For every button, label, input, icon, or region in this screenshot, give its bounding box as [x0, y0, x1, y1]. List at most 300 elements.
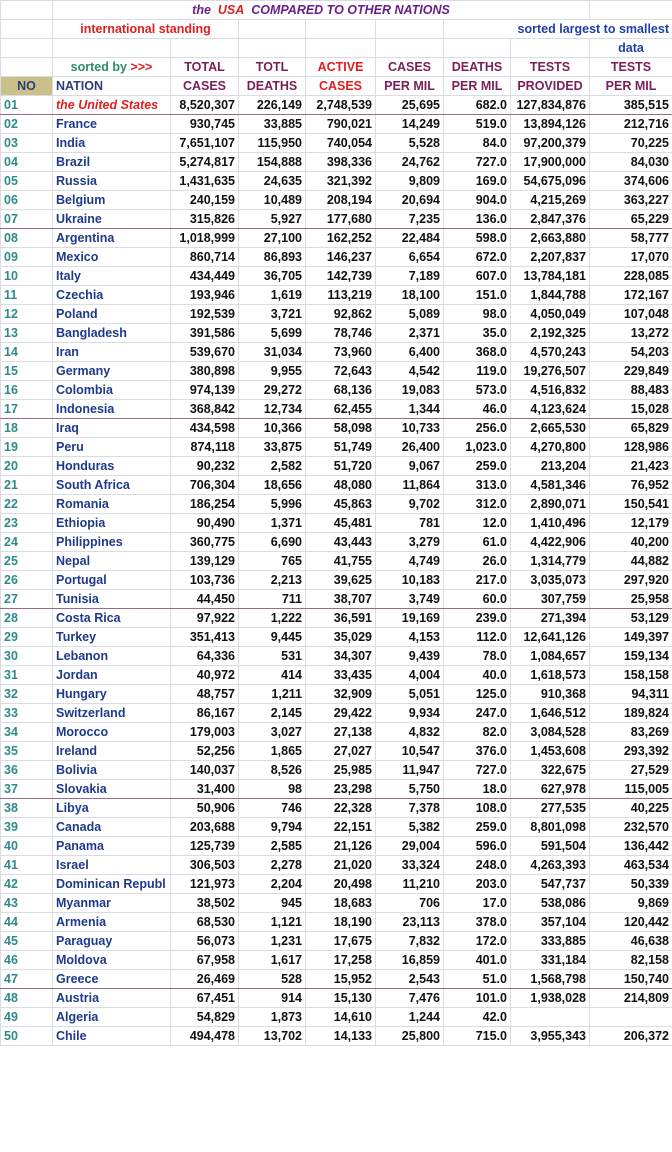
- tests-per-mil-cell: 15,028: [590, 400, 672, 419]
- tests-per-mil-cell: 107,048: [590, 305, 672, 324]
- total-deaths-cell: 10,366: [239, 419, 306, 438]
- cases-per-mil-cell: 22,484: [376, 229, 444, 248]
- tests-per-mil-cell: 297,920: [590, 571, 672, 590]
- nation-name-cell: Armenia: [53, 913, 171, 932]
- row-number-cell: 13: [1, 324, 53, 343]
- deaths-per-mil-cell: 672.0: [444, 248, 511, 267]
- deaths-per-mil-cell: 312.0: [444, 495, 511, 514]
- active-cases-cell: 398,336: [306, 153, 376, 172]
- tests-provided-cell: 333,885: [511, 932, 590, 951]
- row-number-cell: 47: [1, 970, 53, 989]
- total-deaths-cell: 3,721: [239, 305, 306, 324]
- total-cases-cell: 391,586: [171, 324, 239, 343]
- nation-name-cell: Colombia: [53, 381, 171, 400]
- row-number-cell: 37: [1, 780, 53, 799]
- table-row: [1, 837, 672, 856]
- active-cases-cell: 21,126: [306, 837, 376, 856]
- total-deaths-cell: 5,699: [239, 324, 306, 343]
- total-cases-cell: 192,539: [171, 305, 239, 324]
- tests-per-mil-cell: 149,397: [590, 628, 672, 647]
- tests-per-mil-cell: 44,882: [590, 552, 672, 571]
- table-row: [1, 761, 672, 780]
- deaths-per-mil-cell: 378.0: [444, 913, 511, 932]
- total-deaths-cell: 29,272: [239, 381, 306, 400]
- table-row: [1, 799, 672, 818]
- deaths-per-mil-cell: 136.0: [444, 210, 511, 229]
- total-deaths-cell: 531: [239, 647, 306, 666]
- cases-per-mil-cell: 5,750: [376, 780, 444, 799]
- row-number-cell: 38: [1, 799, 53, 818]
- tests-provided-cell: 538,086: [511, 894, 590, 913]
- deaths-per-mil-cell: 12.0: [444, 514, 511, 533]
- nation-name-cell: Algeria: [53, 1008, 171, 1027]
- table-row: [1, 989, 672, 1008]
- nation-name-cell: Tunisia: [53, 590, 171, 609]
- tests-provided-cell: 13,894,126: [511, 115, 590, 134]
- deaths-per-mil-cell: 904.0: [444, 191, 511, 210]
- row-number-cell: 45: [1, 932, 53, 951]
- row-number-cell: 10: [1, 267, 53, 286]
- row-number-cell: 18: [1, 419, 53, 438]
- nation-name-cell: Ukraine: [53, 210, 171, 229]
- total-deaths-cell: 1,865: [239, 742, 306, 761]
- total-deaths-cell: 1,617: [239, 951, 306, 970]
- row-number-cell: 20: [1, 457, 53, 476]
- active-cases-cell: 29,422: [306, 704, 376, 723]
- nation-name-cell: Costa Rica: [53, 609, 171, 628]
- cases-per-mil-cell: 5,528: [376, 134, 444, 153]
- total-cases-cell: 240,159: [171, 191, 239, 210]
- subtitle-row: [1, 20, 672, 39]
- deaths-per-mil-cell: 248.0: [444, 856, 511, 875]
- title-usa: USA: [217, 3, 245, 17]
- table-row: [1, 495, 672, 514]
- tests-provided-cell: 2,890,071: [511, 495, 590, 514]
- total-cases-cell: 1,431,635: [171, 172, 239, 191]
- row-number-cell: 41: [1, 856, 53, 875]
- tests-per-mil-cell: 232,570: [590, 818, 672, 837]
- cases-per-mil-cell: 10,547: [376, 742, 444, 761]
- cases-per-mil-cell: 24,762: [376, 153, 444, 172]
- nation-name-cell: Switzerland: [53, 704, 171, 723]
- total-deaths-cell: 10,489: [239, 191, 306, 210]
- tests-provided-cell: 4,263,393: [511, 856, 590, 875]
- total-cases-cell: 186,254: [171, 495, 239, 514]
- tests-provided-cell: 1,314,779: [511, 552, 590, 571]
- row-number-cell: 36: [1, 761, 53, 780]
- cases-per-mil-cell: 5,051: [376, 685, 444, 704]
- tests-per-mil-cell: 120,442: [590, 913, 672, 932]
- total-cases-cell: 52,256: [171, 742, 239, 761]
- row-number-cell: 31: [1, 666, 53, 685]
- cases-per-mil-cell: 10,733: [376, 419, 444, 438]
- title-suffix: COMPARED TO OTHER NATIONS: [251, 3, 450, 17]
- tests-per-mil-cell: 212,716: [590, 115, 672, 134]
- cases-per-mil-cell: 3,749: [376, 590, 444, 609]
- row-number-cell: 04: [1, 153, 53, 172]
- total-cases-cell: 44,450: [171, 590, 239, 609]
- active-cases-cell: 14,610: [306, 1008, 376, 1027]
- nation-name-cell: Israel: [53, 856, 171, 875]
- total-deaths-cell: 24,635: [239, 172, 306, 191]
- active-cases-cell: 177,680: [306, 210, 376, 229]
- tests-per-mil-cell: 228,085: [590, 267, 672, 286]
- cases-per-mil-cell: 20,694: [376, 191, 444, 210]
- table-row: [1, 457, 672, 476]
- total-cases-cell: 121,973: [171, 875, 239, 894]
- active-cases-cell: 27,138: [306, 723, 376, 742]
- nation-name-cell: Morocco: [53, 723, 171, 742]
- cases-per-mil-cell: 9,439: [376, 647, 444, 666]
- deaths-per-mil-cell: 17.0: [444, 894, 511, 913]
- total-cases-cell: 54,829: [171, 1008, 239, 1027]
- nation-name-cell: Argentina: [53, 229, 171, 248]
- row-number-cell: 30: [1, 647, 53, 666]
- total-cases-cell: 539,670: [171, 343, 239, 362]
- tests-per-mil-cell: 25,958: [590, 590, 672, 609]
- active-cases-cell: 15,952: [306, 970, 376, 989]
- table-row: [1, 172, 672, 191]
- total-deaths-cell: 115,950: [239, 134, 306, 153]
- row-number-cell: 06: [1, 191, 53, 210]
- total-cases-cell: 50,906: [171, 799, 239, 818]
- row-number-cell: 33: [1, 704, 53, 723]
- cases-per-mil-cell: 18,100: [376, 286, 444, 305]
- deaths-per-mil-cell: 172.0: [444, 932, 511, 951]
- active-cases-cell: 18,683: [306, 894, 376, 913]
- header-tests-provided: PROVIDED: [511, 77, 590, 96]
- cases-per-mil-cell: 2,371: [376, 324, 444, 343]
- active-cases-cell: 740,054: [306, 134, 376, 153]
- tests-provided-cell: 17,900,000: [511, 153, 590, 172]
- tests-provided-cell: 1,618,573: [511, 666, 590, 685]
- total-cases-cell: 193,946: [171, 286, 239, 305]
- total-cases-cell: 31,400: [171, 780, 239, 799]
- tests-provided-cell: [511, 1008, 590, 1027]
- total-deaths-cell: 945: [239, 894, 306, 913]
- total-deaths-cell: 9,445: [239, 628, 306, 647]
- header-active-top: ACTIVE: [306, 58, 376, 77]
- table-row: [1, 134, 672, 153]
- active-cases-cell: 23,298: [306, 780, 376, 799]
- tests-per-mil-cell: 83,269: [590, 723, 672, 742]
- total-cases-cell: 67,451: [171, 989, 239, 1008]
- cases-per-mil-cell: 29,004: [376, 837, 444, 856]
- tests-provided-cell: 2,192,325: [511, 324, 590, 343]
- deaths-per-mil-cell: 35.0: [444, 324, 511, 343]
- total-cases-cell: 48,757: [171, 685, 239, 704]
- active-cases-cell: 45,481: [306, 514, 376, 533]
- header-nation: NATION: [53, 77, 171, 96]
- subtitle-sorted-largest: sorted largest to smallest: [444, 20, 672, 39]
- table-row: [1, 305, 672, 324]
- deaths-per-mil-cell: 682.0: [444, 96, 511, 115]
- tests-provided-cell: 4,050,049: [511, 305, 590, 324]
- tests-per-mil-cell: 189,824: [590, 704, 672, 723]
- deaths-per-mil-cell: 61.0: [444, 533, 511, 552]
- cases-per-mil-cell: 1,344: [376, 400, 444, 419]
- total-deaths-cell: 1,231: [239, 932, 306, 951]
- row-number-cell: 22: [1, 495, 53, 514]
- total-cases-cell: 86,167: [171, 704, 239, 723]
- nation-name-cell: India: [53, 134, 171, 153]
- tests-per-mil-cell: 58,777: [590, 229, 672, 248]
- tests-per-mil-cell: 463,534: [590, 856, 672, 875]
- deaths-per-mil-cell: 313.0: [444, 476, 511, 495]
- tests-provided-cell: 2,207,837: [511, 248, 590, 267]
- nation-name-cell: South Africa: [53, 476, 171, 495]
- tests-per-mil-cell: 82,158: [590, 951, 672, 970]
- deaths-per-mil-cell: 727.0: [444, 153, 511, 172]
- total-cases-cell: 90,232: [171, 457, 239, 476]
- tests-per-mil-cell: 65,229: [590, 210, 672, 229]
- nation-name-cell: Ethiopia: [53, 514, 171, 533]
- active-cases-cell: 68,136: [306, 381, 376, 400]
- nation-name-cell: Mexico: [53, 248, 171, 267]
- deaths-per-mil-cell: 78.0: [444, 647, 511, 666]
- tests-provided-cell: 331,184: [511, 951, 590, 970]
- total-deaths-cell: 5,927: [239, 210, 306, 229]
- tests-provided-cell: 4,570,243: [511, 343, 590, 362]
- nation-name-cell: Iran: [53, 343, 171, 362]
- header-deaths-per-mil: PER MIL: [444, 77, 511, 96]
- nation-name-cell: Germany: [53, 362, 171, 381]
- active-cases-cell: 22,328: [306, 799, 376, 818]
- total-cases-cell: 1,018,999: [171, 229, 239, 248]
- total-cases-cell: 103,736: [171, 571, 239, 590]
- active-cases-cell: 43,443: [306, 533, 376, 552]
- row-number-cell: 29: [1, 628, 53, 647]
- tests-provided-cell: 1,568,798: [511, 970, 590, 989]
- total-cases-cell: 7,651,107: [171, 134, 239, 153]
- row-number-cell: 17: [1, 400, 53, 419]
- active-cases-cell: 142,739: [306, 267, 376, 286]
- subtitle-row-2: [1, 39, 672, 58]
- table-row: [1, 286, 672, 305]
- total-cases-cell: 40,972: [171, 666, 239, 685]
- table-row: [1, 704, 672, 723]
- table-row: [1, 666, 672, 685]
- nation-name-cell: Paraguay: [53, 932, 171, 951]
- cases-per-mil-cell: 9,067: [376, 457, 444, 476]
- table-row: [1, 362, 672, 381]
- header-row-bottom: [1, 77, 672, 96]
- table-row: [1, 932, 672, 951]
- nation-name-cell: Bolivia: [53, 761, 171, 780]
- total-cases-cell: 26,469: [171, 970, 239, 989]
- active-cases-cell: 21,020: [306, 856, 376, 875]
- deaths-per-mil-cell: 40.0: [444, 666, 511, 685]
- sorted-by-text: sorted by: [70, 60, 127, 74]
- row-number-cell: 08: [1, 229, 53, 248]
- tests-provided-cell: 1,453,608: [511, 742, 590, 761]
- nation-name-cell: Peru: [53, 438, 171, 457]
- total-deaths-cell: 1,619: [239, 286, 306, 305]
- tests-per-mil-cell: 206,372: [590, 1027, 672, 1046]
- total-cases-cell: 64,336: [171, 647, 239, 666]
- total-cases-cell: 360,775: [171, 533, 239, 552]
- total-cases-cell: 203,688: [171, 818, 239, 837]
- nation-name-cell: Honduras: [53, 457, 171, 476]
- tests-per-mil-cell: 293,392: [590, 742, 672, 761]
- tests-provided-cell: 13,784,181: [511, 267, 590, 286]
- total-deaths-cell: 13,702: [239, 1027, 306, 1046]
- total-deaths-cell: 154,888: [239, 153, 306, 172]
- header-tests-top: TESTS: [511, 58, 590, 77]
- title-prefix: the: [192, 3, 211, 17]
- table-row: [1, 552, 672, 571]
- tests-per-mil-cell: 172,167: [590, 286, 672, 305]
- total-deaths-cell: 711: [239, 590, 306, 609]
- total-deaths-cell: 6,690: [239, 533, 306, 552]
- tests-per-mil-cell: 159,134: [590, 647, 672, 666]
- row-number-cell: 01: [1, 96, 53, 115]
- tests-per-mil-cell: [590, 1008, 672, 1027]
- header-totl-top: TOTL: [239, 58, 306, 77]
- row-number-cell: 39: [1, 818, 53, 837]
- total-deaths-cell: 914: [239, 989, 306, 1008]
- row-number-cell: 23: [1, 514, 53, 533]
- total-cases-cell: 874,118: [171, 438, 239, 457]
- table-row: [1, 115, 672, 134]
- deaths-per-mil-cell: 203.0: [444, 875, 511, 894]
- total-deaths-cell: 9,794: [239, 818, 306, 837]
- total-deaths-cell: 27,100: [239, 229, 306, 248]
- cases-per-mil-cell: 4,542: [376, 362, 444, 381]
- nation-name-cell: Panama: [53, 837, 171, 856]
- total-cases-cell: 974,139: [171, 381, 239, 400]
- tests-per-mil-cell: 12,179: [590, 514, 672, 533]
- deaths-per-mil-cell: 727.0: [444, 761, 511, 780]
- table-row: [1, 571, 672, 590]
- nation-name-cell: Myanmar: [53, 894, 171, 913]
- total-deaths-cell: 528: [239, 970, 306, 989]
- active-cases-cell: 32,909: [306, 685, 376, 704]
- tests-per-mil-cell: 150,740: [590, 970, 672, 989]
- cases-per-mil-cell: 10,183: [376, 571, 444, 590]
- nation-name-cell: Russia: [53, 172, 171, 191]
- tests-provided-cell: 4,123,624: [511, 400, 590, 419]
- table-row: [1, 590, 672, 609]
- table-row: [1, 609, 672, 628]
- sorted-by-arrows: >>>: [130, 60, 153, 74]
- total-deaths-cell: 2,585: [239, 837, 306, 856]
- row-number-cell: 14: [1, 343, 53, 362]
- table-row: [1, 514, 672, 533]
- row-number-cell: 26: [1, 571, 53, 590]
- active-cases-cell: 15,130: [306, 989, 376, 1008]
- cases-per-mil-cell: 3,279: [376, 533, 444, 552]
- active-cases-cell: 92,862: [306, 305, 376, 324]
- active-cases-cell: 17,675: [306, 932, 376, 951]
- tests-provided-cell: 3,955,343: [511, 1027, 590, 1046]
- nation-name-cell: Austria: [53, 989, 171, 1008]
- table-row: [1, 96, 672, 115]
- total-deaths-cell: 746: [239, 799, 306, 818]
- table-row: [1, 818, 672, 837]
- nation-name-cell: Dominican Republ: [53, 875, 171, 894]
- total-deaths-cell: 226,149: [239, 96, 306, 115]
- cases-per-mil-cell: 781: [376, 514, 444, 533]
- total-cases-cell: 139,129: [171, 552, 239, 571]
- nation-name-cell: Canada: [53, 818, 171, 837]
- table-row: [1, 343, 672, 362]
- row-number-cell: 07: [1, 210, 53, 229]
- active-cases-cell: 14,133: [306, 1027, 376, 1046]
- nation-name-cell: Greece: [53, 970, 171, 989]
- table-row: [1, 381, 672, 400]
- table-row: [1, 248, 672, 267]
- deaths-per-mil-cell: 42.0: [444, 1008, 511, 1027]
- deaths-per-mil-cell: 376.0: [444, 742, 511, 761]
- active-cases-cell: 51,749: [306, 438, 376, 457]
- total-cases-cell: 860,714: [171, 248, 239, 267]
- nation-name-cell: Portugal: [53, 571, 171, 590]
- header-cases-per-mil: PER MIL: [376, 77, 444, 96]
- cases-per-mil-cell: 5,382: [376, 818, 444, 837]
- nation-name-cell: Jordan: [53, 666, 171, 685]
- cases-per-mil-cell: 11,864: [376, 476, 444, 495]
- table-row: [1, 913, 672, 932]
- deaths-per-mil-cell: 82.0: [444, 723, 511, 742]
- nation-name-cell: Indonesia: [53, 400, 171, 419]
- deaths-per-mil-cell: 112.0: [444, 628, 511, 647]
- deaths-per-mil-cell: 84.0: [444, 134, 511, 153]
- tests-per-mil-cell: 9,869: [590, 894, 672, 913]
- header-row-top: [1, 58, 672, 77]
- tests-per-mil-cell: 21,423: [590, 457, 672, 476]
- tests-per-mil-cell: 17,070: [590, 248, 672, 267]
- total-cases-cell: 97,922: [171, 609, 239, 628]
- row-number-cell: 49: [1, 1008, 53, 1027]
- table-row: [1, 419, 672, 438]
- deaths-per-mil-cell: 596.0: [444, 837, 511, 856]
- deaths-per-mil-cell: 119.0: [444, 362, 511, 381]
- tests-provided-cell: 97,200,379: [511, 134, 590, 153]
- total-deaths-cell: 1,371: [239, 514, 306, 533]
- row-number-cell: 11: [1, 286, 53, 305]
- total-cases-cell: 706,304: [171, 476, 239, 495]
- tests-provided-cell: 277,535: [511, 799, 590, 818]
- tests-provided-cell: 54,675,096: [511, 172, 590, 191]
- nation-name-cell: Bangladesh: [53, 324, 171, 343]
- row-number-cell: 32: [1, 685, 53, 704]
- active-cases-cell: 41,755: [306, 552, 376, 571]
- total-cases-cell: 380,898: [171, 362, 239, 381]
- total-deaths-cell: 36,705: [239, 267, 306, 286]
- header-total-deaths: DEATHS: [239, 77, 306, 96]
- tests-provided-cell: 4,270,800: [511, 438, 590, 457]
- deaths-per-mil-cell: 368.0: [444, 343, 511, 362]
- cases-per-mil-cell: 11,947: [376, 761, 444, 780]
- active-cases-cell: 51,720: [306, 457, 376, 476]
- tests-provided-cell: 2,847,376: [511, 210, 590, 229]
- deaths-per-mil-cell: 519.0: [444, 115, 511, 134]
- cases-per-mil-cell: 4,153: [376, 628, 444, 647]
- row-number-cell: 34: [1, 723, 53, 742]
- total-deaths-cell: 5,996: [239, 495, 306, 514]
- total-deaths-cell: 86,893: [239, 248, 306, 267]
- cases-per-mil-cell: 16,859: [376, 951, 444, 970]
- nation-name-cell: Brazil: [53, 153, 171, 172]
- tests-provided-cell: 8,801,098: [511, 818, 590, 837]
- total-cases-cell: 8,520,307: [171, 96, 239, 115]
- tests-per-mil-cell: 70,225: [590, 134, 672, 153]
- tests-per-mil-cell: 128,986: [590, 438, 672, 457]
- tests-per-mil-cell: 94,311: [590, 685, 672, 704]
- table-row: [1, 324, 672, 343]
- total-deaths-cell: 1,121: [239, 913, 306, 932]
